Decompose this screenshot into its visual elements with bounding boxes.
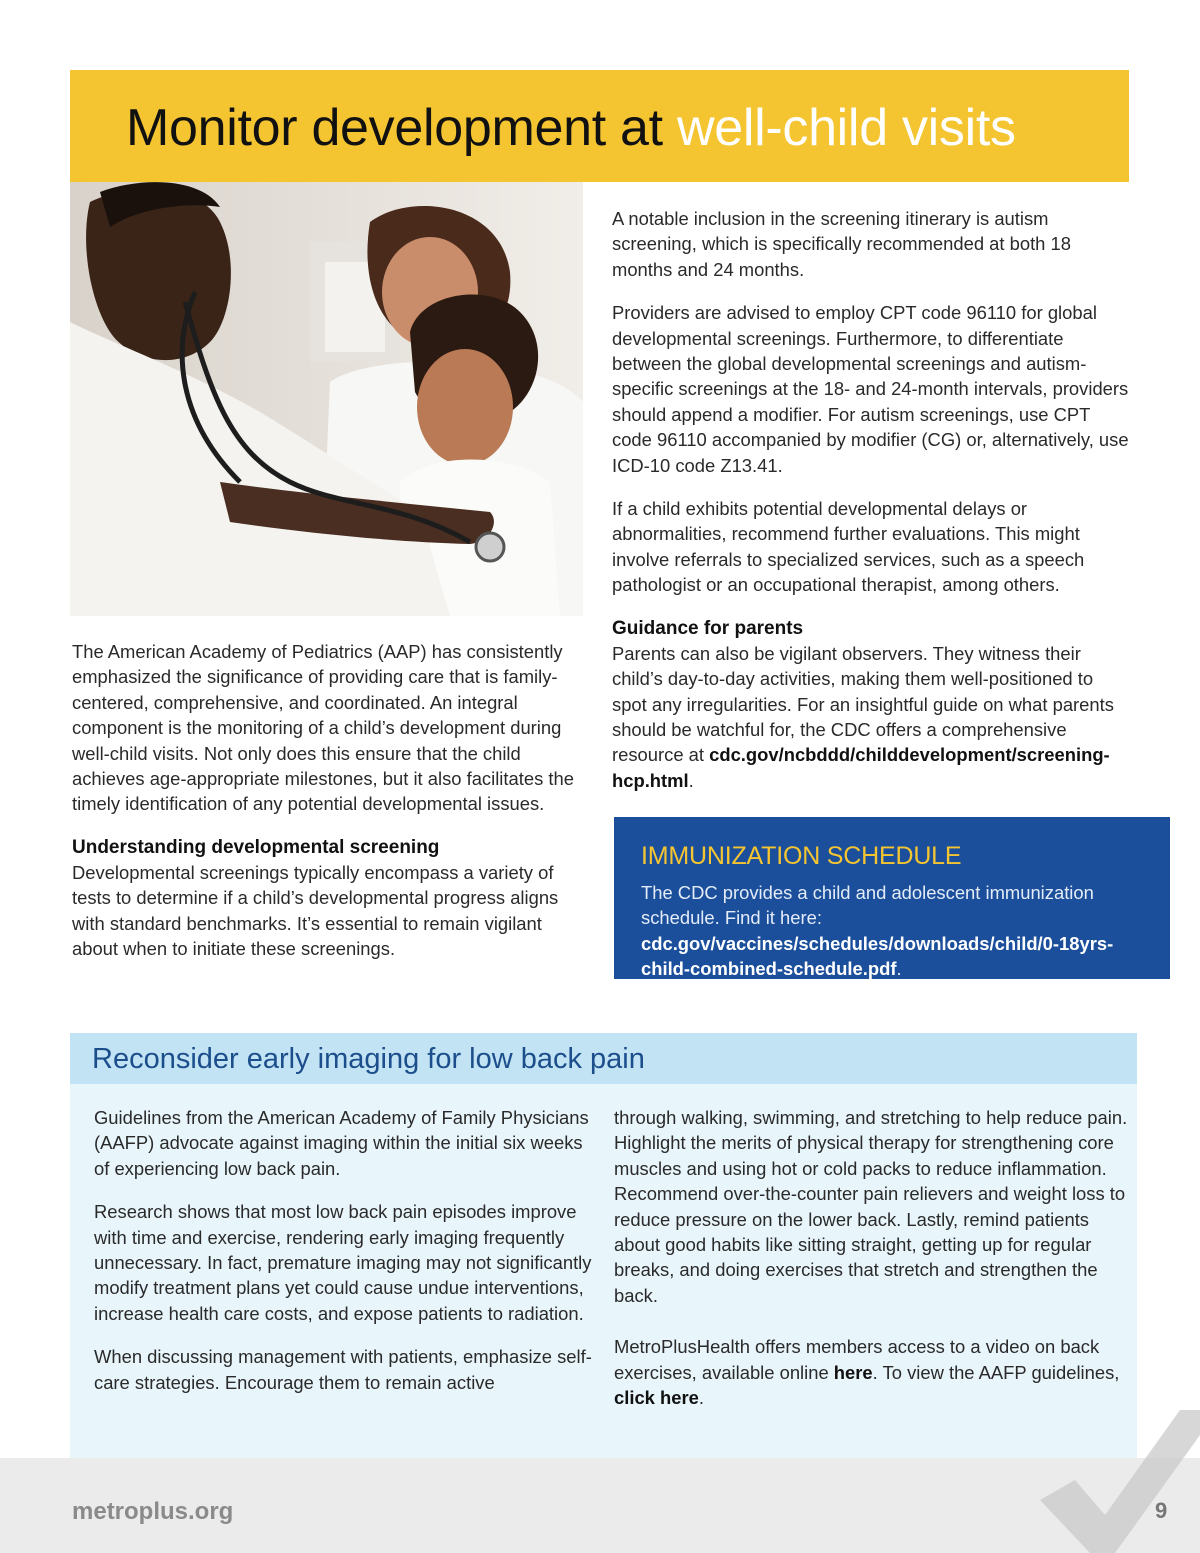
parents-text: Parents can also be vigilant observers. They witness their child’s day-to-day activities, making them well-positioned to spot any irregularities. For an insightful guide on what parents should be watchful for, the CDC offers a comprehensive resource at bbox=[612, 642, 1114, 766]
page-number: 9 bbox=[1155, 1498, 1168, 1523]
cpt-paragraph: Providers are advised to employ CPT code 96110 for global developmental screenings. Furthermore, to differentiate between the global developmental screenings and autism-specific screenings at the 18- and 24-month intervals, providers should append a modifier. For autism screenings, use CPT code 96110 accompanied by modifier (CG) or, alternatively, use ICD-10 code Z13.41. bbox=[612, 302, 1129, 476]
back-p1: Guidelines from the American Academy of Family Physicians (AAFP) advocate against imaging within the initial six weeks of experiencing low back pain. bbox=[94, 1107, 589, 1179]
immunization-body: The CDC provides a child and adolescent immunization schedule. Find it here: bbox=[641, 882, 1094, 929]
aafp-guidelines-link[interactable]: click here bbox=[614, 1387, 699, 1409]
back-pain-right-column bbox=[614, 1105, 1129, 1410]
title-banner bbox=[70, 70, 1129, 182]
title-main: Monitor development at bbox=[126, 99, 677, 157]
site-url[interactable]: metroplus.org bbox=[72, 1498, 234, 1525]
back-exercises-video-link[interactable]: here bbox=[833, 1361, 873, 1383]
back-p5 bbox=[614, 1334, 1129, 1410]
back-p2: Research shows that most low back pain episodes improve with time and exercise, rendering early imaging frequently unnecessary. In fact, premature imaging may not significantly modify treatment plans yet could cause undue interventions, increase health care costs, and expose patients to radiation. bbox=[94, 1201, 592, 1324]
back-p4: through walking, swimming, and stretching to help reduce pain. Highlight the merits of physical therapy for strengthening core muscles and using hot or cold packs to reduce inflammation. Recommend over-the-counter pain relievers and weight loss to reduce pressure on the lower back. Lastly, remind patients about good habits like sitting straight, getting up for regular breaks, and doing exercises that stretch and strengthen the back. bbox=[614, 1107, 1128, 1306]
back-p5-end: . bbox=[698, 1387, 704, 1409]
back-p3: When discussing management with patients, emphasize self-care strategies. Encourage them to remain active bbox=[94, 1346, 592, 1393]
doctor-child-stethoscope-photo bbox=[70, 182, 583, 616]
back-pain-title: Reconsider early imaging for low back pain bbox=[92, 1043, 645, 1075]
immunization-heading: IMMUNIZATION SCHEDULE bbox=[641, 842, 962, 870]
page-title bbox=[126, 98, 1016, 158]
delays-paragraph: If a child exhibits potential developmental delays or abnormalities, recommend further evaluations. This might involve referrals to specialized services, such as a speech pathologist or an occupational therapist, among others. bbox=[612, 498, 1085, 596]
title-highlight: well-child visits bbox=[676, 99, 1016, 157]
back-p5-start: MetroPlusHealth offers members access to a video on back exercises, available online bbox=[614, 1336, 1100, 1383]
parents-paragraph bbox=[612, 641, 1132, 793]
immunization-schedule-link[interactable]: cdc.gov/vaccines/schedules/downloads/child/0-18yrs-child-combined-schedule.pdf bbox=[641, 932, 1114, 980]
intro-paragraph: The American Academy of Pediatrics (AAP) has consistently emphasized the significance of providing care that is family-centered, comprehensive, and coordinated. An integral component is the monitoring of a child’s development during well-child visits. Not only does this ensure that the child achieves age-appropriate milestones, but it also facilitates the timely identification of any potential developmental issues. bbox=[72, 641, 574, 815]
parents-heading: Guidance for parents bbox=[612, 617, 804, 639]
cdc-development-link[interactable]: cdc.gov/ncbddd/childdevelopment/screening-hcp.html bbox=[612, 744, 1110, 791]
parents-end: . bbox=[688, 769, 694, 791]
immunization-callout bbox=[614, 817, 1170, 979]
checkmark-icon bbox=[1030, 1405, 1200, 1553]
immunization-end: . bbox=[896, 958, 902, 980]
back-p5-mid: . To view the AAFP guidelines, bbox=[872, 1361, 1120, 1383]
back-pain-title-bar bbox=[70, 1033, 1137, 1084]
footer bbox=[0, 1458, 1200, 1553]
screening-paragraph: Developmental screenings typically encompass a variety of tests to determine if a child’s developmental progress aligns with standard benchmarks. It’s essential to remain vigilant about when to initiate these screenings. bbox=[72, 861, 559, 960]
left-column bbox=[72, 639, 582, 961]
screening-heading: Understanding developmental screening bbox=[72, 836, 440, 858]
right-column bbox=[612, 206, 1132, 793]
back-pain-left-column bbox=[94, 1105, 594, 1395]
autism-paragraph: A notable inclusion in the screening itinerary is autism screening, which is specifically recommended at both 18 months and 24 months. bbox=[612, 208, 1071, 280]
immunization-text bbox=[641, 880, 1150, 982]
